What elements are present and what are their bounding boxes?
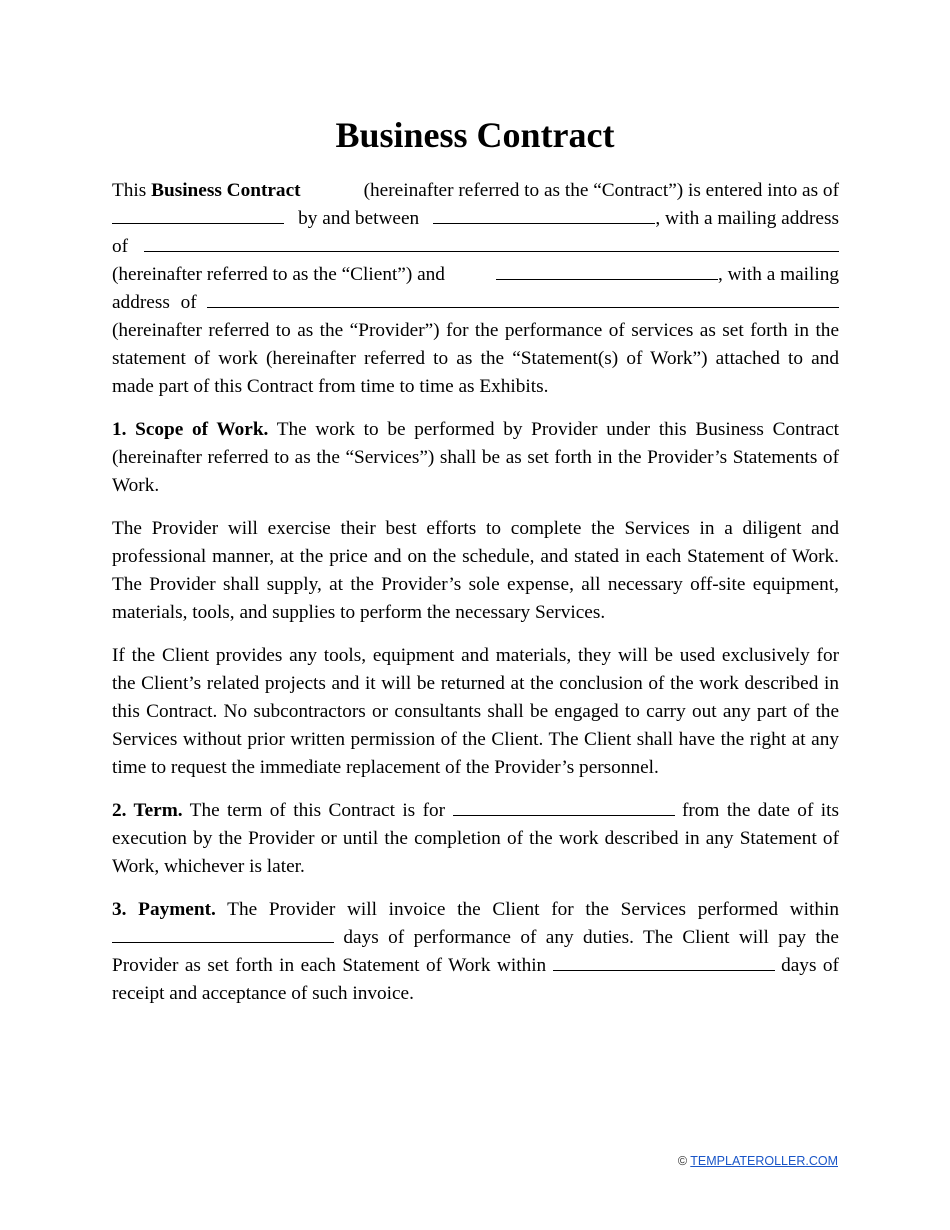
- term-text-b: from the date of its execution by the Provider or until the completion of the work described in any Statement of Work, whichever is later.: [112, 800, 839, 877]
- scope-paragraph: [112, 416, 839, 500]
- intro-mailing-text-2: , with a mailing: [717, 264, 839, 285]
- term-heading: 2. Term.: [112, 800, 183, 821]
- client-address-blank[interactable]: [144, 233, 839, 252]
- payment-text-a: The Provider will invoice the Client for the Services performed within: [227, 899, 839, 920]
- document-title: Business Contract: [335, 115, 615, 155]
- payment-text-b: days of performance of any duties. The Client will pay the Provider as set forth in each Statement of Work within: [112, 927, 839, 976]
- intro-line-5: [112, 289, 839, 317]
- intro-line-4: [112, 261, 839, 289]
- copyright-symbol: ©: [677, 1154, 688, 1168]
- document-body: [112, 177, 839, 1023]
- client-name-blank[interactable]: [433, 205, 655, 224]
- date-blank[interactable]: [112, 205, 284, 224]
- payment-text-c: days of receipt and acceptance of such invoice.: [112, 955, 839, 1004]
- intro-line-2: [112, 205, 839, 233]
- templateroller-link[interactable]: TEMPLATEROLLER.COM: [690, 1154, 838, 1168]
- intro-line-1-rest: (hereinafter referred to as the “Contract”) is entered into as of: [363, 180, 839, 201]
- intro-lead: This: [112, 180, 147, 201]
- scope-paragraph-2: The Provider will exercise their best efforts to complete the Services in a diligent and professional manner, at the price and on the schedule, and stated in each Statement of Work. The Provider shall supply, at the Provider’s sole expense, all necessary off-site equipment, materials, tools, and supplies to perform the necessary Services.: [112, 518, 839, 623]
- intro-mailing-text: , with a mailing address: [655, 208, 839, 229]
- payment-paragraph: [112, 896, 839, 1008]
- invoice-days-blank[interactable]: [112, 924, 334, 943]
- intro-line-1: [112, 177, 839, 205]
- intro-paragraph: [112, 177, 839, 401]
- intro-line-3: [112, 233, 839, 261]
- term-blank[interactable]: [453, 797, 675, 816]
- scope-text: The work to be performed by Provider under this Business Contract (hereinafter referred to as the “Services”) shall be as set forth in the Provider’s Statements of Work.: [112, 419, 839, 496]
- payment-heading: 3. Payment.: [112, 899, 216, 920]
- intro-contract-name: Business Contract: [151, 180, 301, 201]
- provider-name-blank[interactable]: [496, 261, 718, 280]
- provider-address-blank[interactable]: [207, 289, 839, 308]
- scope-paragraph-3: If the Client provides any tools, equipment and materials, they will be used exclusively for the Client’s related projects and it will be returned at the conclusion of the work described in this Contract. No subcontractors or consultants shall be engaged to carry out any part of the Services without prior written permission of the Client. The Client shall have the right at any time to request the immediate replacement of the Provider’s personnel.: [112, 645, 839, 778]
- scope-heading: 1. Scope of Work.: [112, 419, 269, 440]
- term-text-a: The term of this Contract is for: [189, 800, 446, 821]
- intro-of-text: of: [112, 236, 129, 257]
- payment-days-blank[interactable]: [553, 952, 775, 971]
- intro-address-text: address of: [112, 292, 197, 313]
- intro-rest-text: (hereinafter referred to as the “Provider”) for the performance of services as set forth in the statement of work (hereinafter referred to as the “Statement(s) of Work”) attached to and made part of this Contract from time to time as Exhibits.: [112, 320, 839, 397]
- footer: [678, 1154, 838, 1168]
- intro-client-text: (hereinafter referred to as the “Client”) and: [112, 264, 445, 285]
- term-paragraph: [112, 797, 839, 881]
- intro-between-text: by and between: [298, 208, 420, 229]
